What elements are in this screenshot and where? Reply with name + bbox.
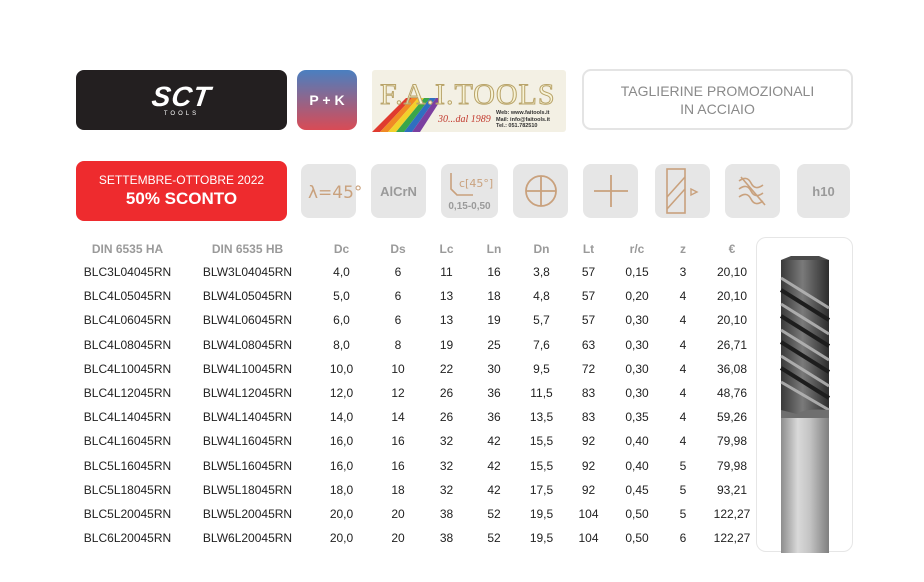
column-header: Ds	[390, 242, 406, 256]
faitools-contact	[496, 110, 550, 130]
table-cell: 4	[679, 410, 687, 425]
table-cell: 92	[581, 458, 596, 473]
table-cell: 3,8	[533, 265, 550, 280]
table-cell: 12	[391, 386, 405, 401]
table-cell: 32	[439, 458, 454, 473]
pk-badge: P + K	[297, 70, 357, 130]
table-cell: 6,0	[333, 313, 350, 328]
table-cell: BLC4L14045RN	[83, 410, 172, 425]
table-cell: 11,5	[530, 386, 553, 401]
table-cell: 42	[487, 434, 501, 449]
table-cell: 16	[391, 458, 405, 473]
table-row	[70, 260, 760, 284]
table-cell: 52	[487, 531, 501, 546]
table-row	[70, 333, 760, 357]
table-cell: 0,50	[625, 506, 649, 521]
coolant-icon	[731, 169, 775, 213]
table-cell: 6	[394, 313, 402, 328]
table-row	[70, 502, 760, 526]
table-cell: 72	[581, 361, 596, 376]
table-cell: 36	[487, 410, 501, 425]
table-cell: 0,15	[625, 265, 649, 280]
table-cell: BLC3L04045RN	[83, 265, 172, 280]
tool-image-panel	[756, 237, 853, 552]
table-cell: 52	[487, 506, 501, 521]
feature-tile-tolerance	[797, 164, 850, 218]
table-cell: 4,8	[533, 289, 550, 304]
table-cell: 5	[679, 458, 687, 473]
table-cell: 4	[679, 289, 687, 304]
table-cell: 83	[581, 386, 596, 401]
column-header: Ln	[486, 242, 502, 256]
table-cell: 16	[391, 434, 405, 449]
table-row	[70, 478, 760, 502]
table-row	[70, 357, 760, 381]
table-cell: 20,10	[716, 289, 748, 304]
table-cell: 79,98	[716, 458, 748, 473]
table-cell: 8	[394, 337, 402, 352]
table-row	[70, 308, 760, 332]
table-cell: 14,0	[329, 410, 354, 425]
sct-logo-subtext: TOOLS	[163, 110, 200, 117]
feature-tile-center-cutting	[513, 164, 568, 218]
table-cell: BLW4L08045RN	[202, 337, 293, 352]
faitools-since: 30...dal 1989	[438, 114, 491, 125]
table-cell: 0,40	[625, 434, 649, 449]
table-cell: 63	[581, 337, 596, 352]
table-cell: 19,5	[529, 506, 554, 521]
table-cell: 18	[391, 482, 405, 497]
table-cell: 32	[439, 434, 454, 449]
table-cell: 0,30	[625, 361, 649, 376]
table-cell: 13	[439, 289, 454, 304]
table-cell: BLW5L20045RN	[202, 506, 293, 521]
feature-tile-coolant	[725, 164, 780, 218]
table-cell: 0,40	[625, 458, 649, 473]
corner-chamfer-icon	[445, 171, 495, 199]
table-cell: 38	[439, 531, 454, 546]
table-cell: BLC4L05045RN	[83, 289, 172, 304]
table-cell: 26,71	[716, 337, 748, 352]
coating-label: AlCrN	[380, 183, 417, 199]
helix-angle-icon	[304, 176, 362, 206]
table-cell: 0,45	[625, 482, 649, 497]
table-cell: 17,5	[529, 482, 554, 497]
table-cell: 57	[581, 313, 596, 328]
table-cell: 104	[578, 506, 599, 521]
table-cell: 26	[439, 410, 454, 425]
sale-period: SETTEMBRE-OTTOBRE 2022	[98, 173, 265, 187]
table-row	[70, 405, 760, 429]
table-cell: 16	[487, 265, 501, 280]
table-cell: 48,76	[716, 386, 748, 401]
table-cell: BLW4L16045RN	[202, 434, 293, 449]
chamfer-range: 0,15-0,50	[448, 200, 491, 212]
table-cell: BLC4L12045RN	[83, 386, 172, 401]
feature-tile-chamfer	[441, 164, 498, 218]
table-cell: 20	[391, 506, 405, 521]
table-cell: BLW4L06045RN	[202, 313, 293, 328]
feature-tile-coating	[371, 164, 426, 218]
table-cell: 20,10	[716, 313, 748, 328]
table-cell: BLW4L10045RN	[202, 361, 293, 376]
table-cell: BLC4L10045RN	[83, 361, 172, 376]
table-cell: 20,0	[329, 531, 354, 546]
table-cell: 59,26	[716, 410, 748, 425]
table-cell: 8,0	[333, 337, 350, 352]
table-header-row	[70, 238, 760, 260]
table-cell: 15,5	[529, 434, 554, 449]
table-cell: 13,5	[529, 410, 554, 425]
table-row	[70, 284, 760, 308]
table-cell: 42	[487, 482, 501, 497]
table-cell: 0,20	[625, 289, 649, 304]
table-cell: 18	[487, 289, 501, 304]
table-cell: 0,30	[625, 337, 649, 352]
shank-icon	[661, 167, 705, 215]
table-cell: 6	[394, 289, 402, 304]
table-cell: 9,5	[533, 361, 550, 376]
table-cell: 16,0	[329, 434, 354, 449]
sale-discount: 50% SCONTO	[125, 189, 238, 208]
feature-tile-helix	[301, 164, 362, 218]
faitools-mail: Mail: info@faitools.it	[496, 116, 550, 123]
table-cell: 0,30	[625, 386, 649, 401]
table-cell: 4	[679, 313, 687, 328]
table-cell: 11	[440, 265, 453, 280]
faitools-title: F.A.I.TOOLS	[380, 78, 556, 111]
table-cell: 0,50	[625, 531, 649, 546]
table-cell: 79,98	[716, 434, 748, 449]
table-row	[70, 429, 760, 453]
table-row	[70, 381, 760, 405]
table-cell: 19,5	[529, 531, 554, 546]
table-cell: 16,0	[329, 458, 354, 473]
table-cell: 4	[679, 361, 687, 376]
promo-title-box	[582, 69, 853, 130]
faitools-tel: Tel.: 051.782510	[496, 123, 538, 129]
column-header: Lc	[439, 242, 454, 256]
table-cell: 5,0	[333, 289, 350, 304]
table-cell: 5,7	[533, 313, 550, 328]
table-cell: 0,35	[625, 410, 649, 425]
table-cell: 13	[439, 313, 454, 328]
tolerance-label: h10	[812, 183, 835, 199]
table-cell: 104	[578, 531, 599, 546]
table-cell: 15,5	[529, 458, 554, 473]
table-cell: 26	[439, 386, 454, 401]
table-row	[70, 526, 760, 550]
table-cell: 30	[487, 361, 501, 376]
table-cell: 20,0	[329, 506, 354, 521]
column-header: z	[680, 242, 686, 256]
end-mill-image	[757, 238, 854, 553]
table-body	[70, 260, 760, 550]
table-cell: 32	[439, 482, 454, 497]
table-cell: BLW6L20045RN	[202, 531, 293, 546]
table-cell: 57	[581, 265, 596, 280]
helix-angle-label: λ=45°	[307, 183, 362, 203]
center-cutting-icon	[521, 171, 561, 211]
table-cell: 0,30	[625, 313, 649, 328]
table-cell: 36	[487, 386, 501, 401]
product-table	[70, 238, 760, 550]
faitools-logo	[372, 70, 566, 132]
feature-tile-shank	[655, 164, 710, 218]
table-cell: 4	[679, 434, 687, 449]
table-cell: BLW5L18045RN	[202, 482, 293, 497]
table-cell: BLW4L14045RN	[202, 410, 293, 425]
table-cell: BLC4L06045RN	[83, 313, 172, 328]
table-cell: 22	[439, 361, 454, 376]
table-cell: 20,10	[716, 265, 748, 280]
table-cell: 38	[439, 506, 454, 521]
table-cell: 83	[581, 410, 596, 425]
table-cell: 92	[581, 434, 596, 449]
table-cell: 10	[391, 361, 405, 376]
table-cell: BLC4L08045RN	[83, 337, 172, 352]
table-cell: BLW4L12045RN	[202, 386, 293, 401]
table-cell: 3	[679, 265, 687, 280]
table-cell: 6	[394, 265, 402, 280]
table-cell: 57	[581, 289, 596, 304]
table-cell: 14	[391, 410, 405, 425]
table-cell: 42	[487, 458, 501, 473]
table-cell: 12,0	[329, 386, 354, 401]
table-cell: BLW4L05045RN	[202, 289, 293, 304]
table-cell: 5	[679, 506, 687, 521]
table-cell: 10,0	[329, 361, 354, 376]
table-cell: 92	[581, 482, 596, 497]
sct-logo	[76, 70, 287, 130]
table-cell: BLW5L16045RN	[202, 458, 293, 473]
sale-banner	[76, 161, 287, 221]
table-cell: BLC4L16045RN	[83, 434, 172, 449]
column-header: €	[728, 242, 736, 256]
table-cell: 4	[679, 386, 687, 401]
table-cell: BLC5L16045RN	[83, 458, 172, 473]
table-cell: BLC5L20045RN	[83, 506, 172, 521]
table-row	[70, 454, 760, 478]
chamfer-label: c[45°]	[458, 176, 493, 190]
column-header: DIN 6535 HB	[211, 242, 284, 256]
feature-tile-cross	[583, 164, 638, 218]
table-cell: 36,08	[716, 361, 748, 376]
table-cell: BLW3L04045RN	[202, 265, 293, 280]
sct-logo-text: SCT	[149, 80, 214, 112]
table-cell: 4	[679, 337, 687, 352]
table-cell: 6	[679, 531, 687, 546]
table-cell: 122,27	[713, 506, 751, 521]
column-header: Dn	[533, 242, 550, 256]
table-cell: 19	[487, 313, 501, 328]
column-header: DIN 6535 HA	[91, 242, 164, 256]
column-header: Lt	[582, 242, 595, 256]
faitools-web: Web: www.faitools.it	[496, 110, 550, 116]
table-cell: 7,6	[533, 337, 550, 352]
table-cell: BLC6L20045RN	[83, 531, 172, 546]
column-header: r/c	[629, 242, 645, 256]
promo-title-line2: IN ACCIAIO	[680, 100, 755, 117]
table-header	[70, 238, 760, 260]
table-cell: 18,0	[329, 482, 354, 497]
table-cell: BLC5L18045RN	[83, 482, 172, 497]
promo-title-line1: TAGLIERINE PROMOZIONALI	[620, 82, 815, 99]
table-cell: 5	[679, 482, 687, 497]
table-cell: 4,0	[333, 265, 350, 280]
table-cell: 93,21	[716, 482, 748, 497]
cross-icon	[591, 171, 631, 211]
table-cell: 20	[391, 531, 405, 546]
table-cell: 122,27	[713, 531, 751, 546]
column-header: Dc	[333, 242, 350, 256]
table-cell: 19	[439, 337, 454, 352]
table-cell: 25	[487, 337, 501, 352]
